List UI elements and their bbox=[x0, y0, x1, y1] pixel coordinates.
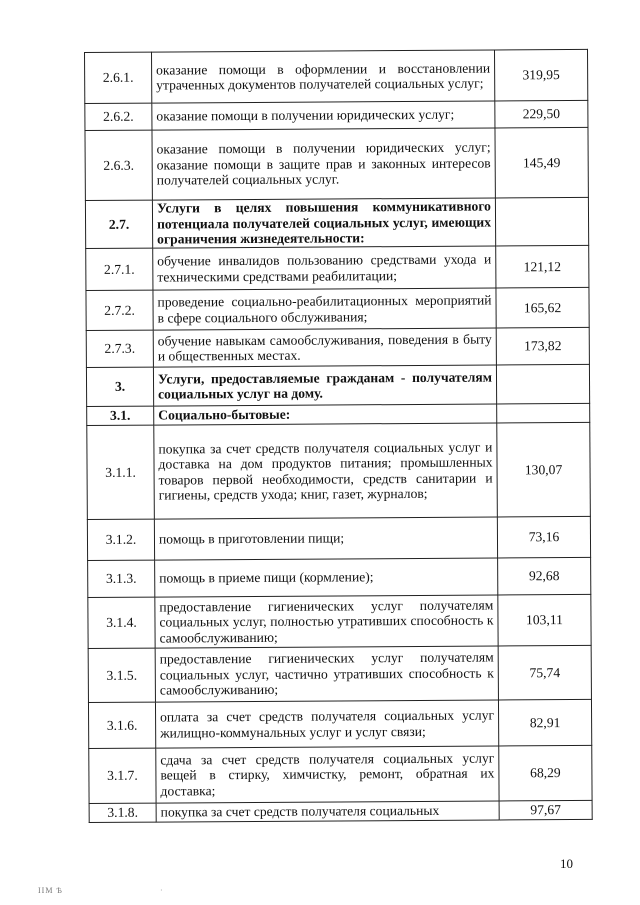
scan-footer-dot: · bbox=[160, 886, 163, 895]
service-description-cell: оказание помощи в получении юридических услуг; bbox=[152, 101, 495, 130]
service-description-cell: помощь в приеме пищи (кормление); bbox=[155, 558, 498, 597]
service-description-cell: обучение навыкам самообслуживания, поведения в быту и общественных местах. bbox=[153, 328, 496, 367]
table-row bbox=[85, 49, 588, 103]
price-cell: 173,82 bbox=[496, 327, 589, 365]
row-number-cell: 2.7.2. bbox=[86, 290, 153, 330]
row-number-cell: 2.6.1. bbox=[85, 52, 152, 103]
price-cell: 121,12 bbox=[496, 245, 589, 288]
price-cell: 145,49 bbox=[495, 127, 588, 198]
price-cell bbox=[496, 364, 589, 404]
service-description-cell: предоставление гигиенических услуг получателям социальных услуг, частично утративших способность к самообслуживанию; bbox=[155, 646, 498, 702]
service-description-cell: проведение социально-реабилитационных мероприятий в сфере социального обслуживания; bbox=[153, 288, 496, 330]
price-cell: 73,16 bbox=[497, 516, 590, 558]
table-row bbox=[88, 594, 591, 648]
scan-footer-mark: ІІМ Ѣ bbox=[38, 886, 63, 895]
price-cell: 165,62 bbox=[496, 287, 589, 328]
row-number-cell: 3. bbox=[86, 367, 153, 406]
service-description-cell: Услуги в целях повышения коммуникативного потенциала получателей социальных услуг, имеющих ограничения жизнедеятельности: bbox=[152, 198, 495, 248]
table-row bbox=[87, 516, 590, 560]
service-description-cell: помощь в приготовлении пищи; bbox=[154, 517, 497, 560]
row-number-cell: 2.7.1. bbox=[86, 248, 153, 290]
row-number-cell: 3.1. bbox=[87, 406, 154, 425]
price-cell: 319,95 bbox=[494, 49, 587, 101]
services-price-table bbox=[84, 49, 593, 823]
service-description-cell: предоставление гигиенических услуг получателям социальных услуг, полностью утративших способность к самообслуживанию; bbox=[155, 595, 498, 648]
service-description-cell: Социально-бытовые: bbox=[154, 404, 497, 425]
row-number-cell: 2.7.3. bbox=[86, 330, 153, 367]
row-number-cell: 2.7. bbox=[85, 200, 152, 248]
row-number-cell: 2.6.3. bbox=[85, 130, 152, 200]
row-number-cell: 3.1.3. bbox=[88, 560, 155, 597]
page-number: 10 bbox=[560, 856, 573, 871]
row-number-cell: 3.1.4. bbox=[88, 597, 155, 648]
table-row bbox=[85, 100, 588, 130]
table-row bbox=[88, 557, 591, 597]
row-number-cell: 3.1.8. bbox=[89, 803, 156, 822]
price-cell: 130,07 bbox=[497, 422, 591, 517]
service-description-cell: оказание помощи в оформлении и восстановлении утраченных документов получателей социальных услуг; bbox=[152, 50, 495, 103]
price-cell: 103,11 bbox=[498, 594, 591, 646]
price-cell bbox=[497, 403, 590, 423]
table-row bbox=[85, 197, 588, 248]
table-row bbox=[86, 327, 589, 367]
table-row bbox=[86, 287, 589, 330]
service-description-cell: Услуги, предоставляемые гражданам - получателям социальных услуг на дому. bbox=[153, 365, 496, 406]
service-description-cell: оказание помощи в получении юридических услуг; оказание помощи в защите прав и законных интересов получателей социальных услуг. bbox=[152, 128, 495, 200]
row-number-cell: 2.6.2. bbox=[85, 103, 152, 130]
table-row bbox=[86, 245, 589, 290]
price-cell: 68,29 bbox=[499, 745, 592, 801]
table-row bbox=[89, 800, 592, 822]
row-number-cell: 3.1.7. bbox=[89, 748, 156, 803]
price-cell: 97,67 bbox=[499, 800, 592, 820]
service-description-cell: покупка за счет средств получателя социальных услуг и доставка на дом продуктов питания; промышленных товаров первой необходимости, средств санитарии и гигиены, средств ухода; книг, газет, журналов; bbox=[154, 423, 498, 519]
price-cell: 92,68 bbox=[498, 557, 591, 595]
table-row bbox=[89, 745, 592, 803]
service-description-cell: обучение инвалидов пользованию средствами ухода и техническими средствами реабилитации; bbox=[153, 246, 496, 290]
table-row bbox=[87, 422, 591, 519]
price-cell: 75,74 bbox=[498, 645, 591, 700]
table-row bbox=[88, 699, 591, 748]
table-row bbox=[85, 127, 588, 200]
row-number-cell: 3.1.5. bbox=[88, 648, 155, 702]
table-row bbox=[88, 645, 591, 702]
price-cell bbox=[495, 197, 588, 246]
row-number-cell: 3.1.2. bbox=[87, 519, 154, 560]
price-cell: 229,50 bbox=[495, 100, 588, 128]
service-description-cell: сдача за счет средств получателя социальных услуг вещей в стирку, химчистку, ремонт, обратная их доставка; bbox=[156, 746, 499, 803]
table-row bbox=[86, 364, 589, 406]
row-number-cell: 3.1.6. bbox=[88, 702, 155, 748]
service-description-cell: покупка за счет средств получателя социальных bbox=[156, 801, 499, 822]
row-number-cell: 3.1.1. bbox=[87, 425, 155, 519]
service-description-cell: оплата за счет средств получателя социальных услуг жилищно-коммунальных услуг и услуг связи; bbox=[155, 700, 498, 748]
table-body bbox=[85, 49, 593, 822]
price-cell: 82,91 bbox=[498, 699, 591, 746]
